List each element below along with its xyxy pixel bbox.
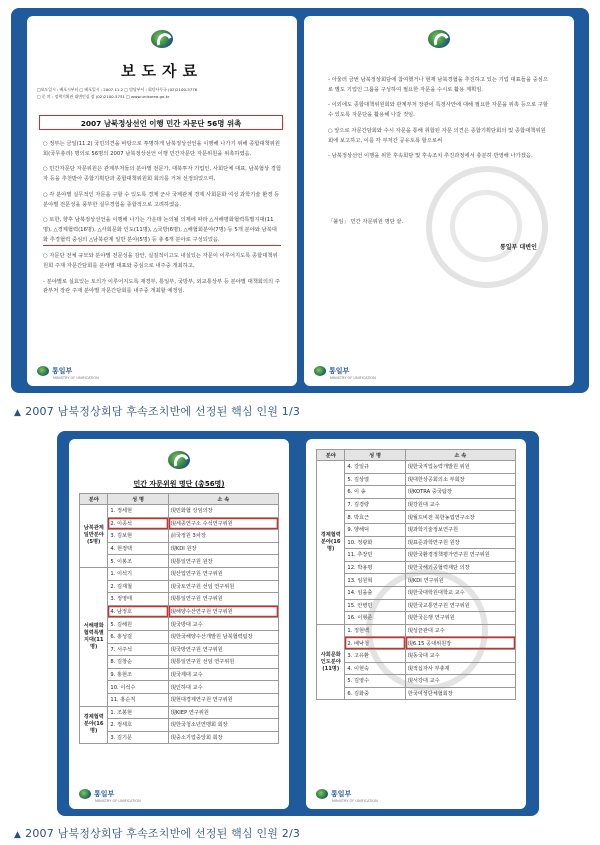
table-header-cell: 소 속 (168, 494, 278, 505)
member-name: 6. 김화중 (345, 687, 405, 700)
attachment-note: 「붙임」 민간 자문위원 명단 끝. (328, 219, 404, 225)
footer-logo (37, 366, 99, 380)
table-row (317, 637, 516, 650)
member-affiliation: 現월드비전 북한농업연구소장 (405, 511, 515, 524)
member-name: 5. 김상열 (345, 473, 405, 486)
table-row (317, 536, 516, 549)
caption-triangle-icon: ▲ (14, 830, 22, 840)
member-affiliation: 現인하대 교수 (168, 681, 278, 694)
member-name: 9. 양해덕 (345, 523, 405, 536)
member-affiliation: 前국정원 3차장 (168, 530, 278, 543)
caption-2-text: 2007 남북정상회담 후속조치반에 선정된 핵심 인원 2/3 (25, 827, 301, 840)
table-row (317, 624, 516, 637)
member-affiliation: 現국방연구원 연구위원 (168, 643, 278, 656)
member-name: 13. 임원혁 (345, 574, 405, 587)
table-header-cell: 성 명 (345, 450, 405, 461)
member-name: 4. 남정호 (108, 605, 168, 618)
table-row (317, 498, 516, 511)
member-name: 1. 조봉현 (108, 706, 168, 719)
member-affiliation: 現한국해양수산개발원 남북협력팀장 (168, 630, 278, 643)
member-table-2 (316, 449, 516, 700)
doc1-paragraph-1: ○ 정부는 금일(11.2) 국민의견을 바탕으로 투명하게 남북정상선언을 이행해 나가기 위해 종합대책위원회(국무총리) 명의로 56명의 2007 남북정상선언 이행 민간자문단 자문위원을 위촉하였음. (43, 141, 280, 157)
member-name: 5. 김해원 (108, 618, 168, 631)
table-row (317, 649, 516, 662)
table-row (317, 523, 516, 536)
table-row (80, 693, 279, 706)
doc1-paragraph-3: ○ 각 분야별 실무적인 자문을 구할 수 있도록 경제 군사 국제관계 경제 사회문화 여성 과학기술 환경 등 분야별 전문성을 풍부한 실무경험을 종합적으로 고려하였음. (43, 191, 280, 208)
meta-line-1: □보도일시 : 배포시부터 □ 배포일시 : 2007.11.2 □ 담당부서 : 회담사무국 (02)2100-5776 (37, 87, 198, 92)
press-release-heading: 보도자료 (121, 62, 203, 80)
table-row (80, 618, 279, 631)
member-affiliation: 現KOTRA 중국팀장 (405, 486, 515, 499)
footer-logo-icon (37, 366, 49, 376)
member-name: 6. 홍성걸 (108, 630, 168, 643)
footer-sub: MINISTRY OF UNIFICATION (95, 799, 141, 803)
member-affiliation: 現KIEP 연구위원 (168, 706, 278, 719)
member-affiliation: 現통일연구원 선임 연구위원 (168, 656, 278, 669)
footer-brand: 통일부 (94, 790, 115, 798)
member-name: 15. 안병민 (345, 599, 405, 612)
member-affiliation: 現산업연구원 연구위원 (168, 567, 278, 580)
member-affiliation: 現한국교통연구원 연구위원 (405, 599, 515, 612)
member-list-page-1 (69, 439, 289, 809)
group-label: 남북관계일반분야(5명) (80, 505, 108, 568)
member-affiliation: 現서강대 교수 (405, 675, 515, 688)
member-name: 10. 이석수 (108, 681, 168, 694)
member-affiliation: 現KDI 원장 (168, 542, 278, 555)
doc2-paragraph-2: - 이외에도 종합대책위원회와 관계부처 장관이 특정사안에 대해 필요한 자문을 위촉 등으로 구할 수 있도록 자문단을 활용해 나갈 것임. (328, 102, 548, 119)
caption-1 (14, 403, 300, 419)
table-row (317, 461, 516, 474)
member-name: 3. 김기문 (108, 731, 168, 744)
table-header-cell: 성 명 (108, 494, 168, 505)
member-name: 2. 정세호 (108, 719, 168, 732)
ministry-logo-icon (151, 30, 173, 48)
press-release-page-1 (27, 16, 297, 386)
footer-brand: 통일부 (329, 367, 350, 375)
table-row (317, 662, 516, 675)
ministry-logo-icon (168, 451, 190, 469)
member-name: 2. 김재철 (108, 580, 168, 593)
table-row (80, 517, 279, 530)
footer-logo (316, 789, 378, 803)
member-affiliation: 現국제대 교수 (168, 668, 278, 681)
member-affiliation: 現동국대 교수 (405, 649, 515, 662)
member-affiliation: 現강원대 교수 (405, 498, 515, 511)
member-name: 5. 이봉조 (108, 555, 168, 568)
member-name: 10. 정광화 (345, 536, 405, 549)
table-row (80, 580, 279, 593)
member-name: 7. 서주석 (108, 643, 168, 656)
member-name: 3. 정영태 (108, 593, 168, 606)
press-release-panel-1 (11, 8, 589, 393)
group-label: 사회문화인도분야(11명) (317, 624, 345, 700)
table-row (80, 706, 279, 719)
table-row (80, 731, 279, 744)
footer-logo-icon (316, 789, 328, 799)
member-name: 1. 정현백 (345, 624, 405, 637)
table-header-cell: 분야 (317, 450, 345, 461)
table-row (80, 530, 279, 543)
doc2-paragraph-1: - 아울러 금번 남북정상회담에 참여했거나 현재 남북경협을 추진하고 있는 기업 대표들을 중심으로 별도 기업인 그룹을 구성하여 필요한 자문을 수시로 활용 계획임. (328, 77, 548, 93)
table-header-cell: 소 속 (405, 450, 515, 461)
table-row (317, 486, 516, 499)
table-row (317, 687, 516, 700)
member-name: 2. 배낙청 (345, 637, 405, 650)
member-name: 12. 박용평 (345, 561, 405, 574)
doc2-paragraph-4: - 남북정상선언 이행을 위한 후속회담 및 후속조치 추진과정에서 충분히 반영해 나가겠음. (328, 153, 533, 160)
table-row (80, 656, 279, 669)
doc2-paragraph-3: ○ 앞으로 자문간담회와 수시 자문을 통해 취합된 자문 의견은 종합기획단회의 및 종합대책위원회에 보고하고, 이를 각 부처간 공유토록 할으로써 (328, 127, 546, 144)
press-release-page-2 (304, 16, 574, 386)
member-affiliation: 現해양수산연구원 연구위원 (168, 605, 278, 618)
member-name: 8. 김창순 (108, 656, 168, 669)
table-row (80, 668, 279, 681)
caption-triangle-icon: ▲ (14, 408, 22, 418)
member-name: 4. 현정택 (108, 542, 168, 555)
headline: 2007 남북정상선언 이행 민간 자문단 56명 위촉 (80, 119, 242, 128)
table-row (80, 630, 279, 643)
member-table-1 (79, 493, 279, 744)
member-name: 11. 추장민 (345, 549, 405, 562)
doc2-body (328, 76, 550, 168)
footer-logo-icon (314, 366, 326, 376)
footer-logo-icon (79, 789, 91, 799)
member-affiliation: 現대한상공회의소 부회장 (405, 473, 515, 486)
member-affiliation: 現현대경제연구원 연구위원 (168, 693, 278, 706)
table-row (317, 599, 516, 612)
member-affiliation: 現표준과학연구원 원장 (405, 536, 515, 549)
group-label: 경제협력분야(16명) (80, 706, 108, 744)
member-affiliation: 現한국해외공협력재단 의장 (405, 561, 515, 574)
doc1-paragraph-5: ○ 자문단 전체 규모와 분야별 전문성을 감안, 실질적이고도 내실있는 자문이 이루어지도록 종합대책위원회 주재 자문간담회를 분야별 대표와 중심으로 내주중 개최하고, (43, 253, 278, 270)
group-label: 서해평화협력특별지대(11명) (80, 567, 108, 706)
member-affiliation: 現통일연구원 원장 (168, 555, 278, 568)
member-name: 2. 이종석 (108, 517, 168, 530)
doc1-paragraph-4: ○ 또한, 향후 남북정상선언을 이행해 나가는 가운데 논의될 의제에 따라 △서해평화협력특별지대(11명), △경제협력(16명), △사회문화 인도(11명), △국방(6명), △해협회분야(7명) 등 5개 분야와 남북대화 추경협력 중심의 △남북관계 일반 분야(5명) 등 총 6개 분야로 구성되었음. (43, 216, 281, 246)
member-name: 6. 이 송 (345, 486, 405, 499)
doc1-body (43, 140, 281, 303)
member-affiliation: 現중소기업중앙회 회장 (168, 731, 278, 744)
member-affiliation: 現한국은행 연구위원 (405, 612, 515, 625)
table-row (80, 555, 279, 568)
table-row (317, 473, 516, 486)
table-row (80, 681, 279, 694)
member-affiliation: 現민화협 상임의장 (168, 505, 278, 518)
member-affiliation: 現6.15 공대위원장 (405, 637, 515, 650)
member-name: 5. 김영수 (345, 675, 405, 688)
member-name: 7. 김경량 (345, 498, 405, 511)
table-row (317, 612, 516, 625)
table-header-cell: 분야 (80, 494, 108, 505)
member-name: 1. 정세현 (108, 505, 168, 518)
member-name: 11. 홍순직 (108, 693, 168, 706)
table-row (80, 505, 279, 518)
member-name: 1. 이석기 (108, 567, 168, 580)
table-row (317, 675, 516, 688)
member-name: 3. 김보현 (108, 530, 168, 543)
spokesperson-sign: 통일부 대변인 (500, 244, 537, 251)
group-label: 경제협력분야(16명) (317, 461, 345, 625)
member-affiliation: 現한국직업능력개발원 위원 (405, 461, 515, 474)
table-row (80, 567, 279, 580)
member-name: 4. 이현숙 (345, 662, 405, 675)
ministry-logo-icon (428, 30, 450, 48)
member-affiliation: 現성균관대 교수 (405, 624, 515, 637)
footer-logo (314, 366, 376, 380)
table-row (317, 586, 516, 599)
doc1-paragraph-2: ○ 민간자문단 자문위원은 관계부처들의 분야별 전문가, 대북투자 기업인, 사회단체 대표, 남북협상 경험자 등을 추천받아 종합기획단과 종합대책위원회 회의를 거쳐 선정되었으며, (43, 166, 281, 183)
table-row (317, 574, 516, 587)
table-row (80, 719, 279, 732)
member-name: 9. 홍현조 (108, 668, 168, 681)
table-row (80, 593, 279, 606)
member-affiliation: 現한국청소년연맹회 회장 (168, 719, 278, 732)
member-affiliation: 現국토연구원 선임 연구위원 (168, 580, 278, 593)
footer-logo (79, 789, 141, 803)
table-row (317, 511, 516, 524)
footer-sub: MINISTRY OF UNIFICATION (330, 376, 376, 380)
table-row (80, 542, 279, 555)
ministry-seal-watermark-icon (426, 166, 548, 288)
member-name: 16. 이형준 (345, 612, 405, 625)
member-affiliation: 現한국환경정책평가연구원 연구위원 (405, 549, 515, 562)
member-list-panel-2 (57, 431, 539, 816)
caption-2 (14, 825, 300, 841)
doc1-paragraph-6: - 분야별로 실효있는 토의가 이루어지도록 재경부, 통일부, 국방부, 외교통상부 등 분야별 대책회의의 주관부처 장관 주재 분야별 자문간담회를 내주중 개최할 예정임. (43, 278, 280, 295)
member-affiliation: 現국방대 교수 (168, 618, 278, 631)
table-title: 민간 자문위원 명단 (총56명) (133, 480, 225, 488)
footer-brand: 통일부 (331, 790, 352, 798)
member-affiliation: 現과학기술정보연구원 (405, 523, 515, 536)
member-affiliation: 現적십자사 부총재 (405, 662, 515, 675)
member-list-page-2 (306, 439, 526, 809)
footer-sub: MINISTRY OF UNIFICATION (332, 799, 378, 803)
member-name: 4. 강일규 (345, 461, 405, 474)
meta-line-2: □ 문 의 : 정책기획관 대변인실 장 (02)2100-5751 □ www.unikorea.go.kr (37, 94, 170, 99)
member-name: 14. 임을출 (345, 586, 405, 599)
member-affiliation: 現KDI 연구위원 (405, 574, 515, 587)
footer-brand: 통일부 (52, 367, 73, 375)
member-affiliation: 한국여성단체협회장 (405, 687, 515, 700)
member-name: 8. 박효근 (345, 511, 405, 524)
member-affiliation: 現한국대학원대학교 교수 (405, 586, 515, 599)
member-name: 3. 고유환 (345, 649, 405, 662)
caption-1-text: 2007 남북정상회담 후속조치반에 선정된 핵심 인원 1/3 (25, 405, 301, 418)
member-affiliation: 現통일연구원 연구위원 (168, 593, 278, 606)
member-affiliation: 現세종연구소 수석연구위원 (168, 517, 278, 530)
table-row (317, 561, 516, 574)
table-row (317, 549, 516, 562)
table-row (80, 605, 279, 618)
table-row (80, 643, 279, 656)
footer-sub: MINISTRY OF UNIFICATION (53, 376, 99, 380)
